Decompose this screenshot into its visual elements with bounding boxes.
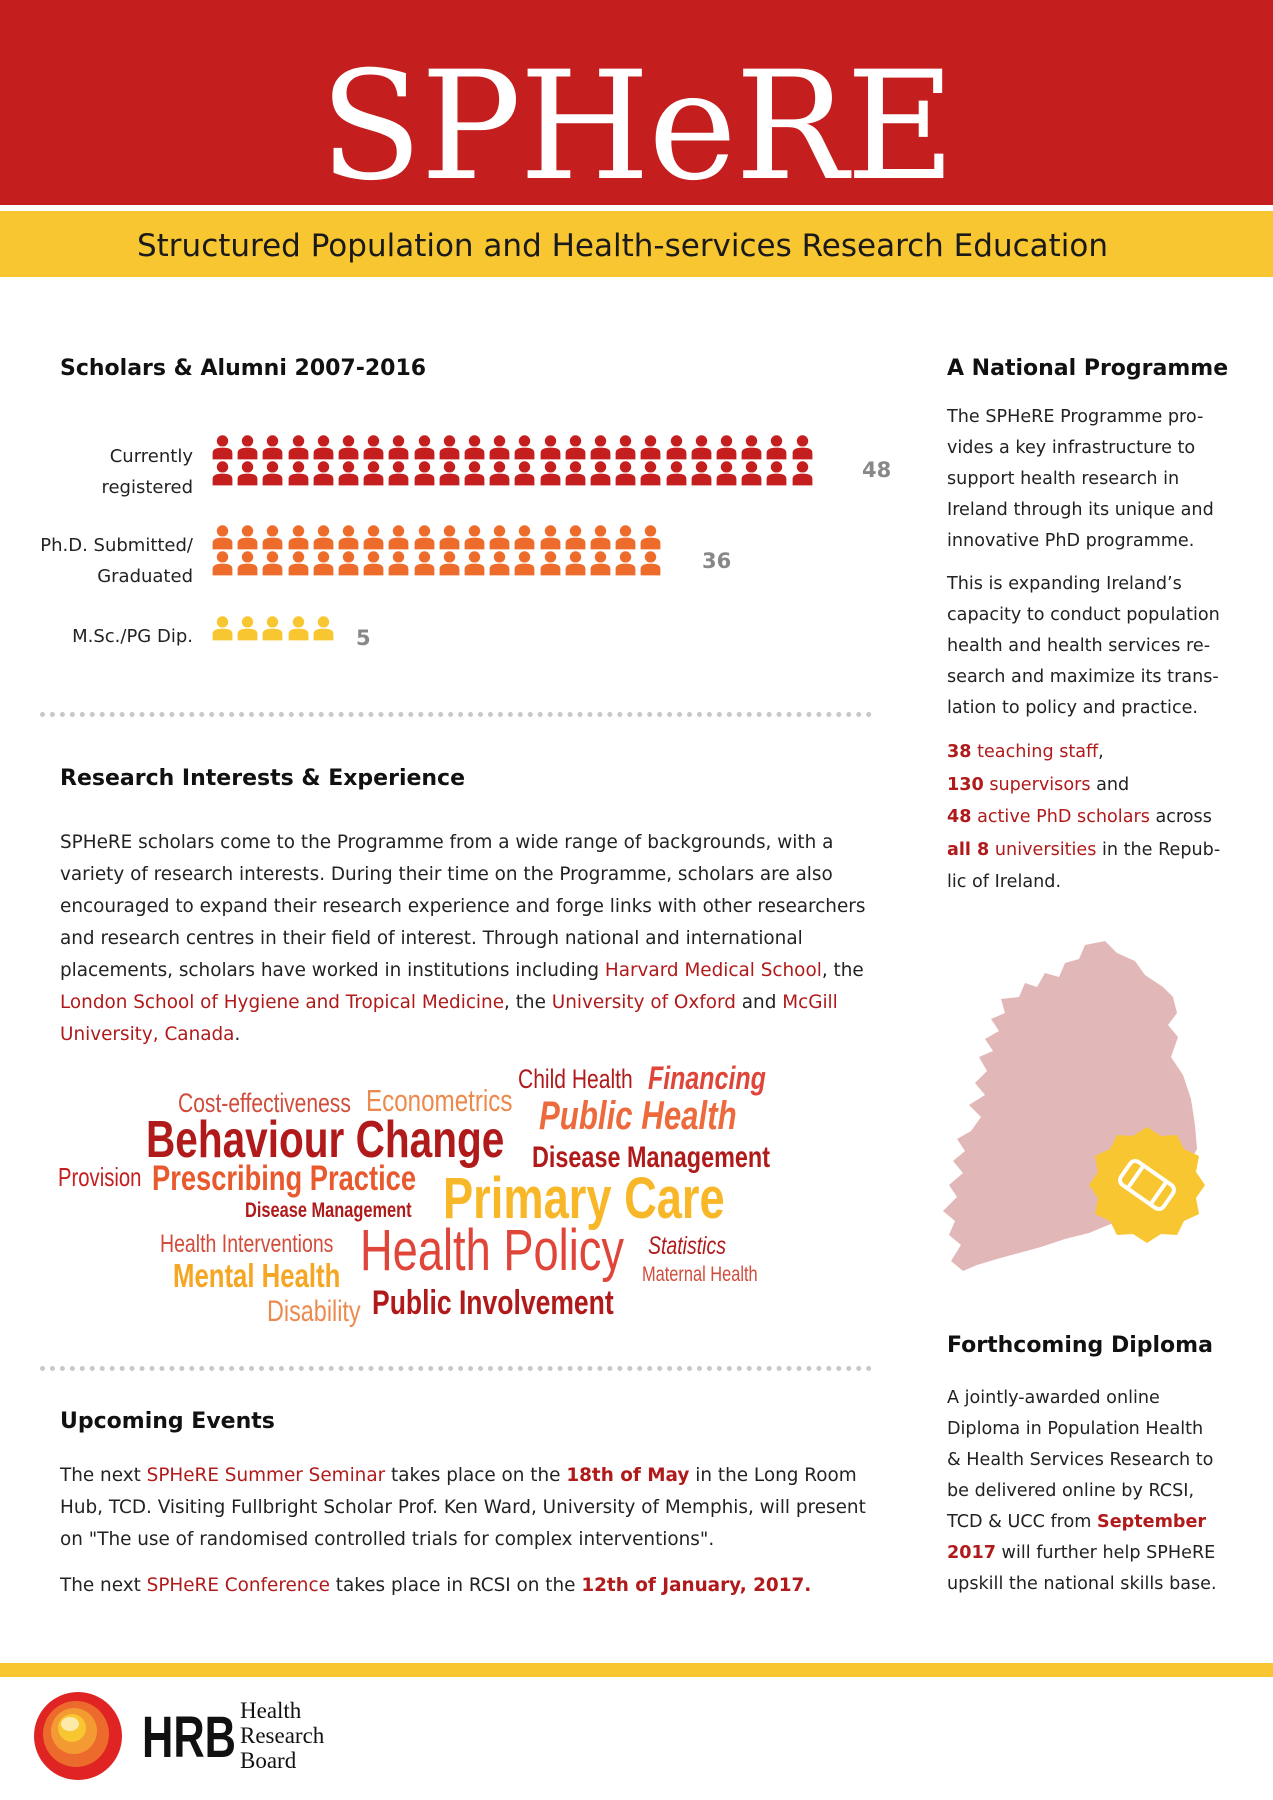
link-mcgill[interactable]: McGill University, Canada [60,992,838,1045]
research-paragraph: SPHeRE scholars come to the Programme from a wide range of backgrounds, with a variety of research interests. During their time on the Programme, scholars are also encouraged to expand their research experience and forge links with other researchers and research centres in their field of interest. Through national and international placements, scholars have worked in institutions including Harvard Medical School, the London School of Hygiene and Tropical Medicine, the University of Oxford and McGill University, Canada. [60,832,866,1045]
word: Health Policy [360,1218,625,1283]
person-icon [715,434,738,460]
person-icon [362,434,385,460]
person-icon [211,434,234,460]
word: Statistics [648,1232,727,1260]
person-icon [413,550,436,576]
word: Child Health [518,1064,633,1094]
person-icon [211,550,234,576]
person-icon [740,434,763,460]
person-icon [564,434,587,460]
person-icon [362,524,385,550]
person-icon [236,550,259,576]
person-icon [539,434,562,460]
person-icon [312,550,335,576]
person-icon [589,550,612,576]
value-phd: 36 [702,549,732,573]
event-seminar: The next SPHeRE Summer Seminar takes place on the 18th of May in the Long Room Hub, TCD. Visiting Fullbright Scholar Prof. Ken Ward, University of Memphis, will present on "The use of randomised controlled trials for complex interventions". [60,1465,866,1550]
hrb-logo [140,1693,240,1763]
person-icon [564,524,587,550]
person-icon [539,460,562,486]
value-msc: 5 [356,626,371,650]
row-label-phd: Ph.D. Submitted/ Graduated [40,535,193,587]
diploma-heading: Forthcoming Diploma [947,1333,1213,1358]
person-icon [438,524,461,550]
person-icon [488,550,511,576]
word: Prescribing Practice [152,1159,417,1198]
person-icon [639,434,662,460]
person-icon [387,550,410,576]
divider-1 [40,712,872,717]
person-icon [438,550,461,576]
link-lshtm[interactable]: London School of Hygiene and Tropical Medicine [60,992,505,1013]
person-icon [690,434,713,460]
national-text: The SPHeRE Programme pro-vides a key infrastructure to support health research in Ireland through its unique and innovative PhD programme. This is expanding Ireland’s capacity to conduct population health and health services re-search and maximize its trans-lation to policy and practice. 38 teaching staff, 130 supervisors and 48 active PhD scholars across all 8 universities in the Repub-lic of Ireland. [947,402,1222,899]
word: Public Involvement [372,1284,614,1322]
person-icon [488,524,511,550]
word: Disease Management [532,1141,771,1174]
sphere-logo-title: SPHeRE [319,52,954,204]
person-icon [413,460,436,486]
person-icon [261,615,284,641]
hrb-mark-text: HRB [142,1705,236,1763]
person-icon [312,460,335,486]
word: Econometrics [366,1083,513,1118]
word: Provision [58,1162,142,1192]
stats-list: 38 teaching staff, 130 supervisors and 48 active PhD scholars across all 8 universities in the Repub-lic of Ireland. [947,742,1221,892]
person-icon [715,460,738,486]
person-icon [488,434,511,460]
person-icon [211,460,234,486]
person-icon [387,434,410,460]
hrb-emblem-icon [33,1691,123,1781]
person-icon [387,524,410,550]
person-icon [463,434,486,460]
person-icon [463,550,486,576]
value-currently: 48 [862,458,892,482]
person-icon [765,460,788,486]
word: Disease Management [245,1199,412,1222]
person-icon [236,434,259,460]
person-icon [261,524,284,550]
event-conference: The next SPHeRE Conference takes place in RCSI on the 12th of January, 2017. [60,1575,812,1596]
word: Mental Health [173,1257,341,1294]
research-heading: Research Interests & Experience [60,766,466,791]
person-icon [791,434,814,460]
person-icon [665,460,688,486]
link-harvard[interactable]: Harvard Medical School [604,960,822,981]
person-icon [287,615,310,641]
person-icon [791,460,814,486]
person-icon [312,434,335,460]
person-icon [488,460,511,486]
person-icon [312,524,335,550]
national-heading: A National Programme [947,356,1229,381]
hrb-wordmark: Health Research Board [240,1698,325,1773]
person-icon [312,615,335,641]
person-icon [639,524,662,550]
person-icon [261,434,284,460]
person-icon [589,460,612,486]
person-icon [261,550,284,576]
person-icon [463,524,486,550]
person-icon [665,434,688,460]
diploma-text: A jointly-awarded online Diploma in Population Health & Health Services Research to be delivered online by RCSI, TCD & UCC from September 2017 will further help SPHeRE upskill the national skills base. [947,1388,1217,1594]
person-icon [211,615,234,641]
person-icon [236,524,259,550]
person-icon [513,434,536,460]
person-icon [337,434,360,460]
person-icon [413,524,436,550]
person-icon [287,434,310,460]
page-subtitle: Structured Population and Health-services Research Education [136,228,1109,264]
person-icon [438,460,461,486]
link-conference[interactable]: SPHeRE Conference [146,1575,330,1596]
person-icon [589,434,612,460]
divider-2 [40,1366,872,1371]
person-icon [513,460,536,486]
row-label-msc: M.Sc./PG Dip. [72,626,193,647]
person-icon [639,550,662,576]
events-heading: Upcoming Events [60,1409,275,1434]
person-icon [614,550,637,576]
word: Health Interventions [160,1230,334,1258]
ireland-map [935,935,1225,1290]
person-icon [438,434,461,460]
person-icon [337,460,360,486]
person-icon [287,550,310,576]
person-icon [564,550,587,576]
person-icon [740,460,763,486]
scholars-heading: Scholars & Alumni 2007-2016 [60,356,427,381]
person-icon [614,460,637,486]
person-icon [236,615,259,641]
person-icon [362,550,385,576]
person-icon [337,524,360,550]
person-icon [463,460,486,486]
word: Financing [648,1060,766,1096]
word: Public Health [539,1094,737,1138]
person-icon [765,434,788,460]
person-icon [337,550,360,576]
person-icon [287,460,310,486]
person-icon [236,460,259,486]
person-icon [539,524,562,550]
person-icon [513,524,536,550]
row-label-currently: Currently registered [101,446,193,498]
word: Primary Care [443,1166,725,1231]
person-icon [362,460,385,486]
word: Disability [267,1295,361,1328]
word: Cost-effectiveness [178,1088,351,1118]
person-icon [589,524,612,550]
person-icon [513,550,536,576]
person-icon [287,524,310,550]
link-summer-seminar[interactable]: SPHeRE Summer Seminar [146,1465,386,1486]
word: Maternal Health [642,1263,758,1286]
person-icon [387,460,410,486]
person-icon [614,434,637,460]
word: Behaviour Change [146,1111,505,1169]
person-icon [690,460,713,486]
link-oxford[interactable]: University of Oxford [551,992,736,1013]
person-icon [211,524,234,550]
person-icon [261,460,284,486]
person-icon [639,460,662,486]
person-icon [564,460,587,486]
person-icon [539,550,562,576]
person-icon [614,524,637,550]
person-icon [413,434,436,460]
footer-bar [0,1663,1273,1677]
